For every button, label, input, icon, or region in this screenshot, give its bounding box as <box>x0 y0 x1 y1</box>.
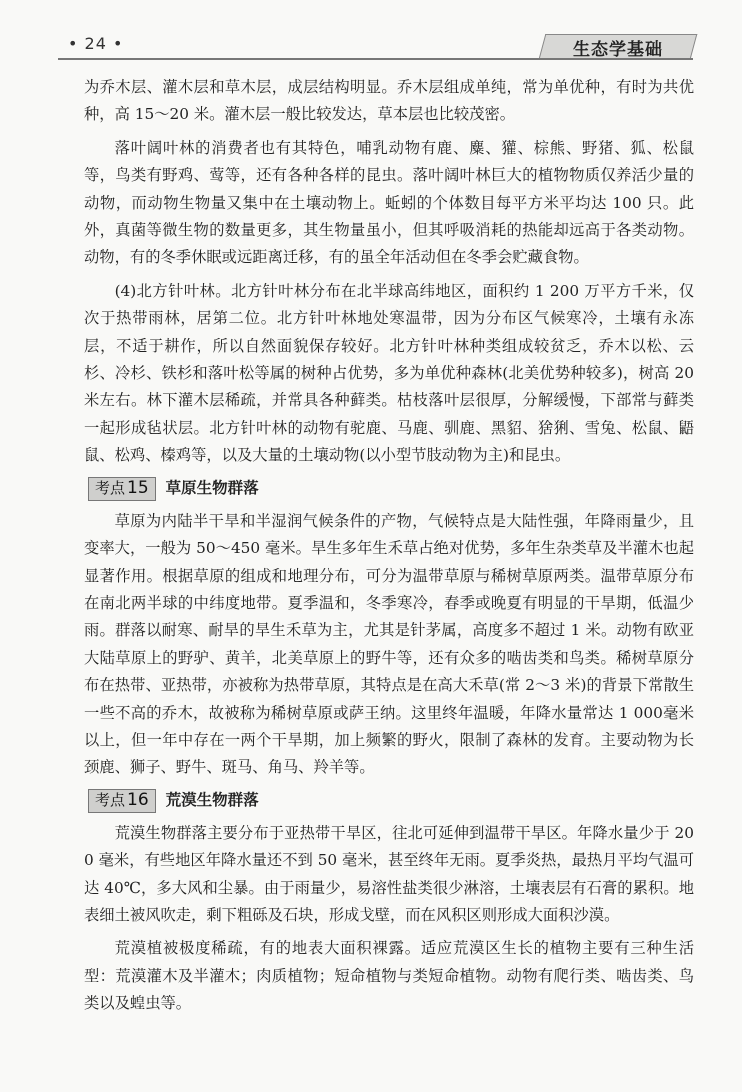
paragraph: 荒漠生物群落主要分布于亚热带干旱区，往北可延伸到温带干旱区。年降水量少于 200 毫米，有些地区年降水量还不到 50 毫米，甚至终年无雨。夏季炎热，最热月平均气温可达 40℃，多大风和尘暴。由于雨量少，易溶性盐类很少淋溶，土壤表层有石膏的累积。地表细土被风吹走，剩下粗砾及石块，形成戈壁，而在风积区则形成大面积沙漠。 <box>84 823 694 924</box>
paragraph: 为乔木层、灌木层和草木层，成层结构明显。乔木层组成单纯，常为单优种，有时为共优种，高 15～20 米。灌木层一般比较发达，草本层也比较茂密。 <box>84 78 694 124</box>
badge-label: 考点 <box>95 791 126 810</box>
page-number: • 24 • <box>68 34 124 53</box>
book-title: 生态学基础 <box>573 40 663 60</box>
section-title: 荒漠生物群落 <box>165 791 259 810</box>
header-rule <box>58 58 693 60</box>
section-badge <box>88 789 156 813</box>
badge-number: 16 <box>127 790 149 811</box>
section-heading-16 <box>88 788 694 814</box>
badge-number: 15 <box>127 477 149 498</box>
section-badge <box>88 477 156 501</box>
paragraph: 草原为内陆半干旱和半湿润气候条件的产物，气候特点是大陆性强，年降雨量少，且变率大，一般为 50～450 毫米。旱生多年生禾草占绝对优势，多年生杂类草及半灌木也起显著作用。根据草原的组成和地理分布，可分为温带草原与稀树草原两类。温带草原分布在南北两半球的中纬度地带。夏季温和，冬季寒冷，春季或晚夏有明显的干旱期，低温少雨。群落以耐寒、耐旱的旱生禾草为主，尤其是针茅属，高度多不超过 1 米。动物有欧亚大陆草原上的野驴、黄羊，北美草原上的野牛等，还有众多的啮齿类和鸟类。稀树草原分布在热带、亚热带，亦被称为热带草原，其特点是在高大禾草(常 2～3 米)的背景下常散生一些不高的乔木，故被称为稀树草原或萨王纳。这里终年温暖，年降水量常达 1 000毫米以上，但一年中存在一两个干旱期，加上频繁的野火，限制了森林的发育。主要动物为长颈鹿、狮子、野牛、斑马、角马、羚羊等。 <box>84 511 694 777</box>
page-header <box>0 0 742 62</box>
section-heading-15 <box>88 476 694 502</box>
paragraph: 荒漠植被极度稀疏，有的地表大面积裸露。适应荒漠区生长的植物主要有三种生活型：荒漠灌木及半灌木；肉质植物；短命植物与类短命植物。动物有爬行类、啮齿类、鸟类以及蝗虫等。 <box>84 939 694 1013</box>
paragraph: 落叶阔叶林的消费者也有其特色，哺乳动物有鹿、麋、獾、棕熊、野猪、狐、松鼠等，鸟类有野鸡、莺等，还有各种各样的昆虫。落叶阔叶林巨大的植物物质仅养活少量的动物，而动物生物量又集中在土壤动物上。蚯蚓的个体数目每平方米平均达 100 只。此外，真菌等微生物的数量更多，其生物量虽小，但其呼吸消耗的热能却远高于各类动物。动物，有的冬季休眠或远距离迁移，有的虽全年活动但在冬季会贮藏食物。 <box>84 138 694 267</box>
page-body <box>84 74 694 1024</box>
section-title: 草原生物群落 <box>165 478 259 497</box>
paragraph: (4)北方针叶林。北方针叶林分布在北半球高纬地区，面积约 1 200 万平方千米，仅次于热带雨林，居第二位。北方针叶林地处寒温带，因为分布区气候寒冷，土壤有永冻层，不适于耕作，所以自然面貌保存较好。北方针叶林种类组成较贫乏，乔木以松、云杉、冷杉、铁杉和落叶松等属的树种占优势，多为单优种森林(北美优势种较多)，树高 20 米左右。林下灌木层稀疏，并常具各种藓类。枯枝落叶层很厚，分解缓慢，下部常与藓类一起形成毡状层。北方针叶林的动物有驼鹿、马鹿、驯鹿、黑貂、猞猁、雪兔、松鼠、鼯鼠、松鸡、榛鸡等，以及大量的土壤动物(以小型节肢动物为主)和昆虫。 <box>84 281 694 465</box>
badge-label: 考点 <box>95 478 126 497</box>
